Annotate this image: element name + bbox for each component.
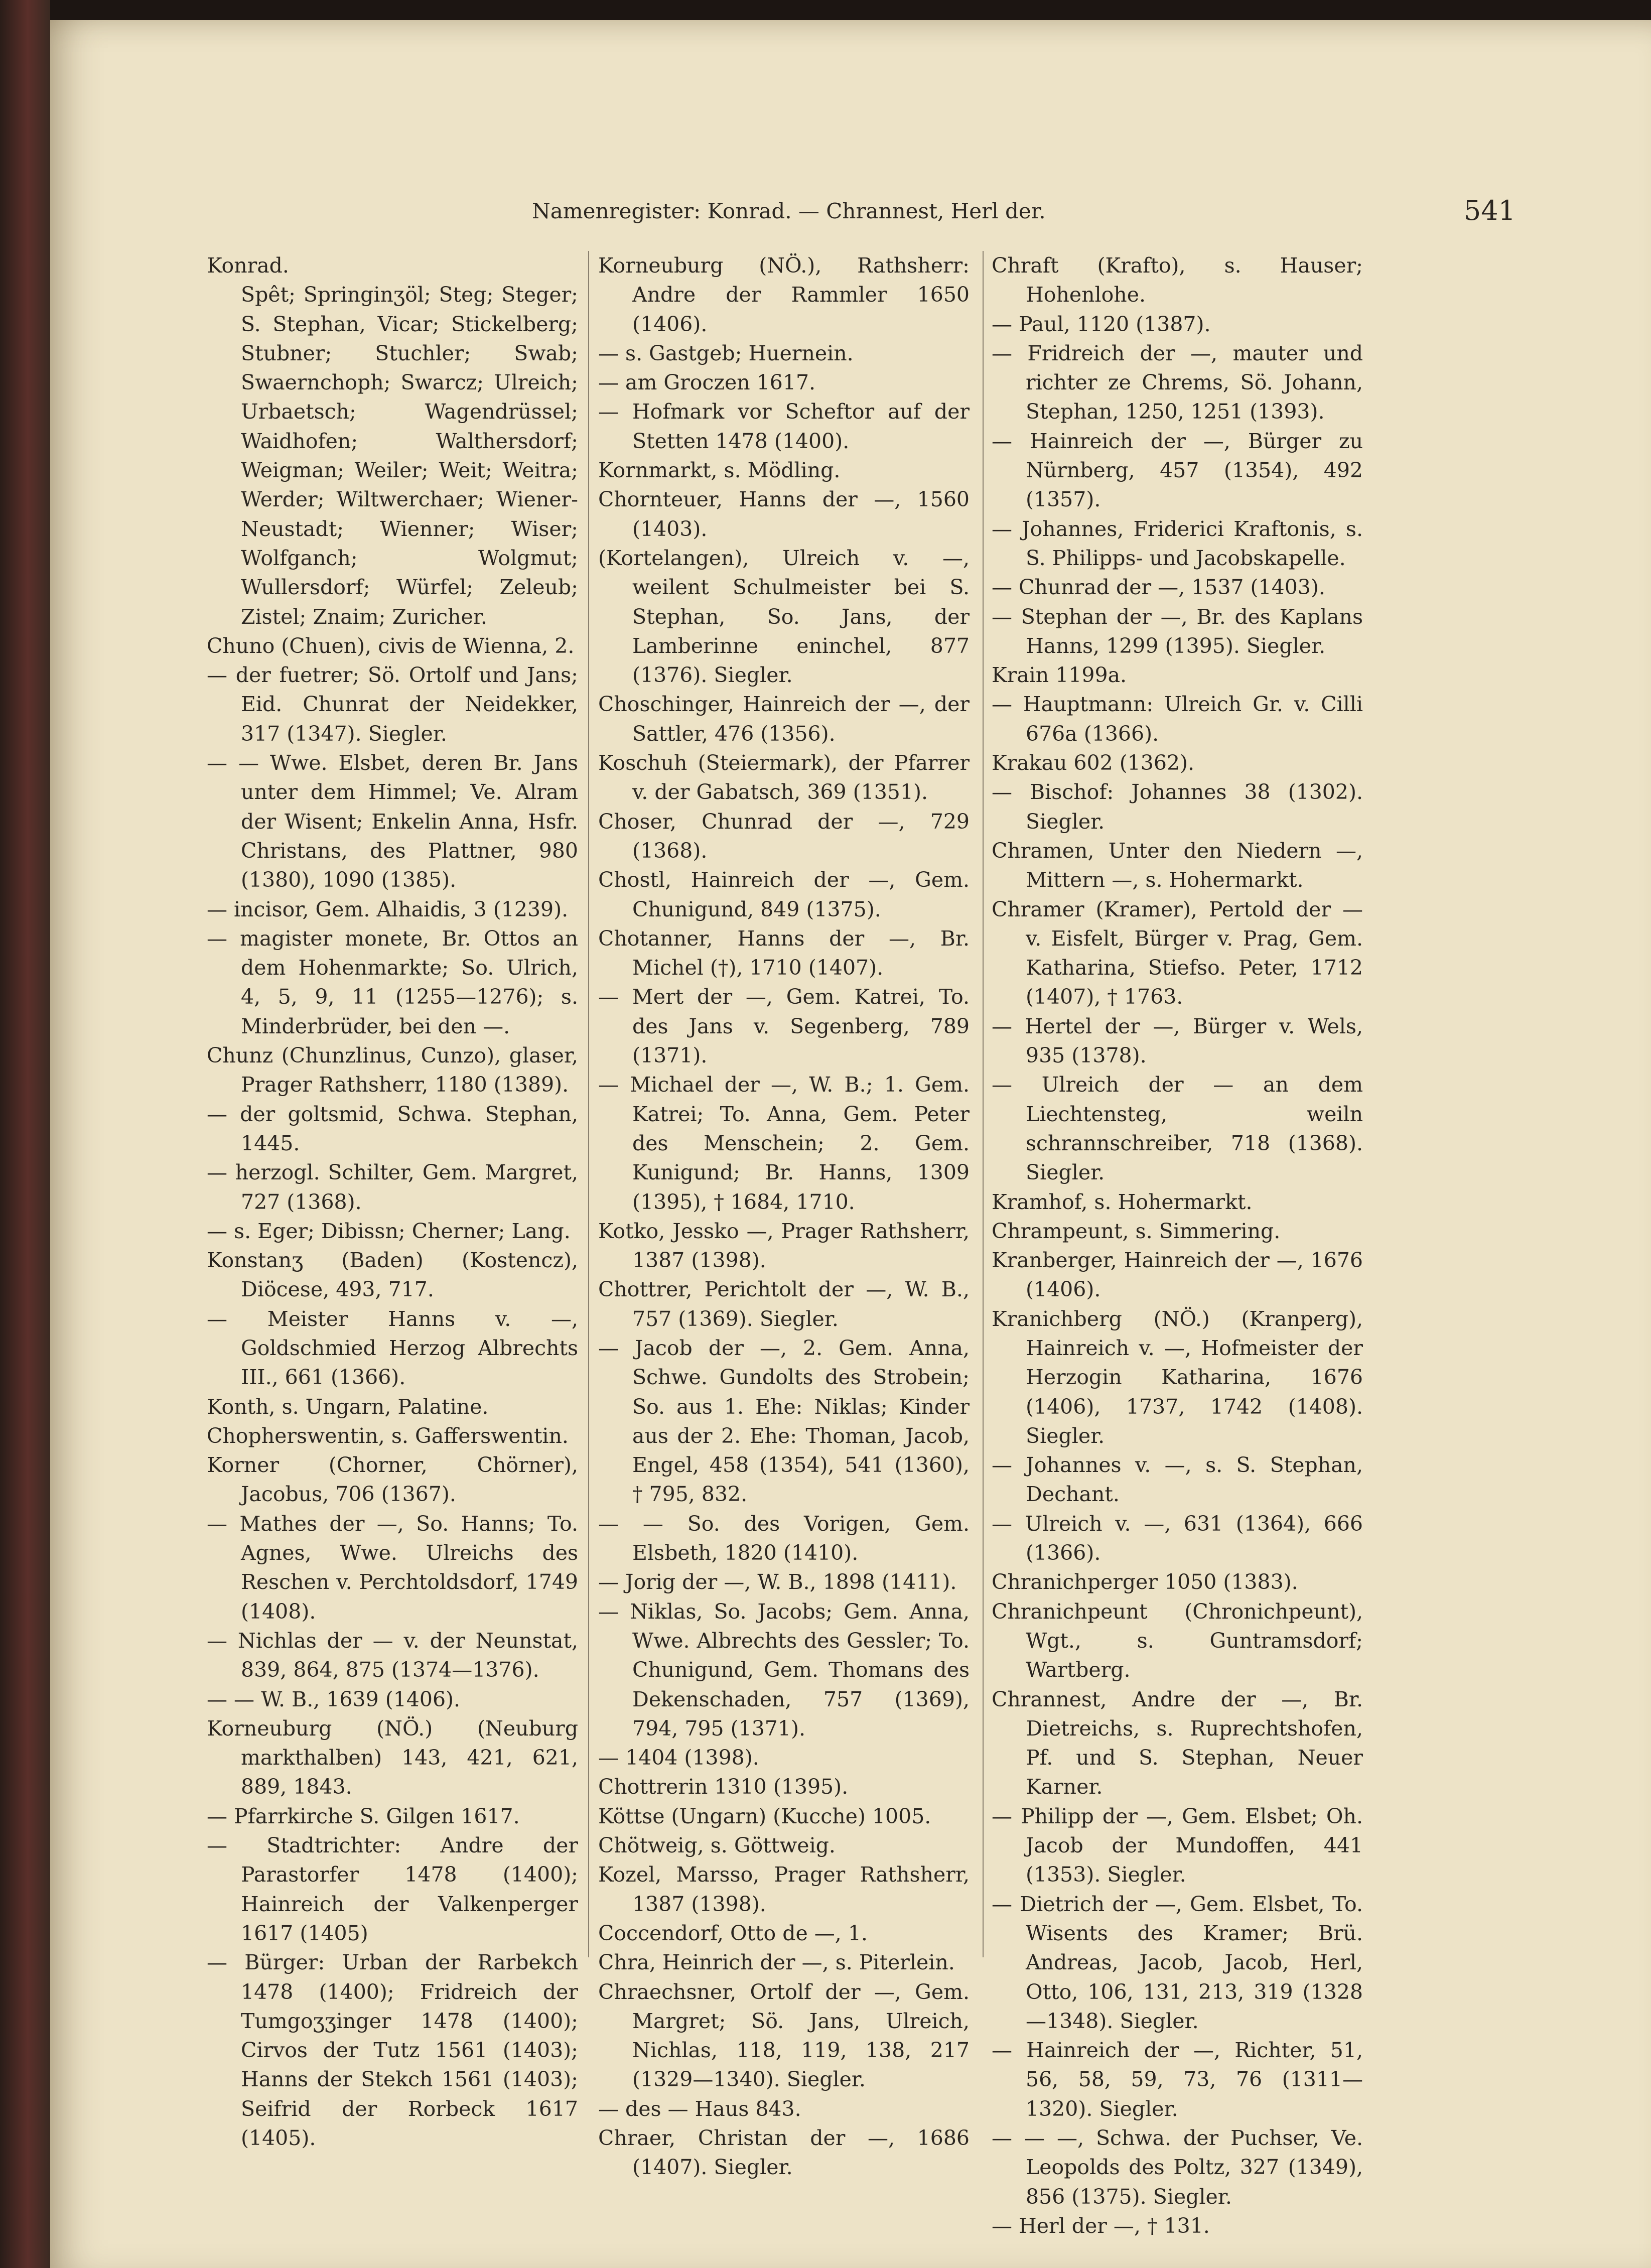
index-entry: — Bischof: Johannes 38 (1302). Siegler.	[992, 780, 1363, 834]
index-entry: Konth, s. Ungarn, Palatine.	[207, 1394, 489, 1419]
index-entry: — des — Haus 843.	[598, 2096, 801, 2121]
index-entry: — Fridreich der —, mauter und richter ze Chrems, Sö. Johann, Stephan, 1250, 1251 (1393).	[992, 341, 1363, 424]
index-entry: Chramen, Unter den Niedern —, Mittern —, s. Hohermarkt.	[992, 838, 1363, 892]
index-entry: Coccendorf, Otto de —, 1.	[598, 1921, 868, 1945]
index-entry: — herzogl. Schilter, Gem. Margret, 727 (1368).	[207, 1160, 578, 1214]
index-entry: Chostl, Hainreich der —, Gem. Chunigund, 849 (1375).	[598, 868, 970, 921]
index-entry: Chranichperger 1050 (1383).	[992, 1570, 1298, 1594]
index-entry: Koschuh (Steiermark), der Pfarrer v. der Gabatsch, 369 (1351).	[598, 751, 970, 805]
index-entry: — Hauptmann: Ulreich Gr. v. Cilli 676a (1366).	[992, 692, 1363, 746]
index-entry: — 1404 (1398).	[598, 1746, 759, 1770]
index-entry: — Stephan der —, Br. des Kaplans Hanns, 1299 (1395). Siegler.	[992, 604, 1363, 658]
index-entry: — Hainreich der —, Bürger zu Nürnberg, 457 (1354), 492 (1357).	[992, 429, 1363, 512]
index-entry: — — So. des Vorigen, Gem. Elsbeth, 1820 (1410).	[598, 1511, 970, 1565]
index-entry: Chrannest, Andre der —, Br. Dietreichs, s. Ruprechtshofen, Pf. und S. Stephan, Neuer Karner.	[992, 1687, 1363, 1799]
index-entry: Chotanner, Hanns der —, Br. Michel (†), 1710 (1407).	[598, 926, 970, 980]
index-entry: Kotko, Jessko —, Prager Rathsherr, 1387 (1398).	[598, 1219, 970, 1273]
index-entry: Chottrer, Perichtolt der —, W. B., 757 (1369). Siegler.	[598, 1277, 970, 1331]
index-entry: — Philipp der —, Gem. Elsbet; Oh. Jacob der Mundoffen, 441 (1353). Siegler.	[992, 1804, 1363, 1887]
index-entry: Chramer (Kramer), Pertold der — v. Eisfelt, Bürger v. Prag, Gem. Katharina, Stiefso. Peter, 1712 (1407), † 1763.	[992, 897, 1363, 1009]
index-entry: — s. Eger; Dibissn; Cherner; Lang.	[207, 1219, 571, 1243]
page-number: 541	[1463, 195, 1516, 226]
index-column-1	[207, 251, 578, 2150]
index-entry: — Johannes, Friderici Kraftonis, s. S. Philipps- und Jacobskapelle.	[992, 516, 1363, 570]
index-entry: — Pfarrkirche S. Gilgen 1617.	[207, 1804, 520, 1828]
index-entry: — — Wwe. Elsbet, deren Br. Jans unter dem Himmel; Ve. Alram der Wisent; Enkelin Anna, Hsfr. Christans, des Plattner, 980 (1380), 1090 (1385).	[207, 751, 578, 892]
header-title: Namenregister: Konrad. — Chrannest, Herl der.	[532, 199, 1046, 223]
index-entry: — Chunrad der —, 1537 (1403).	[992, 575, 1325, 600]
index-entry: — Michael der —, W. B.; 1. Gem. Katrei; To. Anna, Gem. Peter des Menschein; 2. Gem. Kunigund; Br. Hanns, 1309 (1395), † 1684, 1710.	[598, 1073, 970, 1214]
index-entry: — — W. B., 1639 (1406).	[207, 1687, 461, 1711]
index-entry: Kozel, Marsso, Prager Rathsherr, 1387 (1398).	[598, 1862, 970, 1916]
index-entry: — Mert der —, Gem. Katrei, To. des Jans v. Segenberg, 789 (1371).	[598, 985, 970, 1068]
index-entry: Choschinger, Hainreich der —, der Sattler, 476 (1356).	[598, 692, 970, 746]
index-entry: Chra, Heinrich der —, s. Piterlein.	[598, 1950, 955, 1975]
index-entry: — Mathes der —, So. Hanns; To. Agnes, Wwe. Ulreichs des Reschen v. Perchtoldsdorf, 1749 (1408).	[207, 1511, 578, 1624]
index-entry: Köttse (Ungarn) (Kucche) 1005.	[598, 1804, 931, 1828]
index-entry: Korner (Chorner, Chörner), Jacobus, 706 (1367).	[207, 1453, 578, 1507]
index-entry: — Paul, 1120 (1387).	[992, 312, 1211, 336]
index-entry: Kornmarkt, s. Mödling.	[598, 458, 841, 483]
index-entry: — Herl der —, † 131.	[992, 2213, 1210, 2238]
index-entry: Chraechsner, Ortolf der —, Gem. Margret; Sö. Jans, Ulreich, Nichlas, 118, 119, 138, 217 (1329—1340). Siegler.	[598, 1979, 970, 2092]
index-entry: — am Groczen 1617.	[598, 370, 816, 395]
index-entry: Krain 1199a.	[992, 663, 1127, 688]
index-entry: — Jorig der —, W. B., 1898 (1411).	[598, 1570, 957, 1594]
index-entry: — Jacob der —, 2. Gem. Anna, Schwe. Gundolts des Strobein; So. aus 1. Ehe: Niklas; Kinder aus der 2. Ehe: Thoman, Jacob, Engel, 458 (1354), 541 (1360), † 795, 832.	[598, 1336, 970, 1507]
index-entry: Chraft (Krafto), s. Hauser; Hohenlohe.	[992, 253, 1363, 307]
index-entry: — Ulreich v. —, 631 (1364), 666 (1366).	[992, 1511, 1363, 1565]
index-entry: Chranichpeunt (Chronichpeunt), Wgt., s. Guntramsdorf; Wartberg.	[992, 1599, 1363, 1682]
index-entry: Chuno (Chuen), civis de Wienna, 2.	[207, 633, 575, 658]
index-entry: — Bürger: Urban der Rarbekch 1478 (1400); Fridreich der Tumgoʒʒinger 1478 (1400); Cirvos der Tutz 1561 (1403); Hanns der Stekch 1561 (1403); Seifrid der Rorbeck 1617 (1405).	[207, 1950, 578, 2150]
index-entry: Choser, Chunrad der —, 729 (1368).	[598, 809, 970, 863]
index-entry: Chrampeunt, s. Simmering.	[992, 1219, 1281, 1243]
index-entry: — magister monete, Br. Ottos an dem Hohenmarkte; So. Ulrich, 4, 5, 9, 11 (1255—1276); s. Minderbrüder, bei den —.	[207, 926, 578, 1038]
index-entry: — Stadtrichter: Andre der Parastorfer 1478 (1400); Hainreich der Valkenperger 1617 (1405)	[207, 1833, 578, 1945]
index-entry: — Ulreich der — an dem Liechtensteg, weiln schrannschreiber, 718 (1368). Siegler.	[992, 1073, 1363, 1185]
index-entry: — incisor, Gem. Alhaidis, 3 (1239).	[207, 897, 569, 921]
index-entry: — s. Gastgeb; Huernein.	[598, 341, 854, 365]
index-entry: — der fuetrer; Sö. Ortolf und Jans; Eid. Chunrat der Neidekker, 317 (1347). Siegler.	[207, 663, 578, 746]
index-entry: — Niklas, So. Jacobs; Gem. Anna, Wwe. Albrechts des Gessler; To. Chunigund, Gem. Thomans des Dekenschaden, 757 (1369), 794, 795 (1371).	[598, 1599, 970, 1741]
column-divider	[588, 251, 589, 1957]
index-column-3	[992, 251, 1363, 2238]
index-column-2	[598, 251, 970, 2180]
index-entry: — Meister Hanns v. —, Goldschmied Herzog Albrechts III., 661 (1366).	[207, 1306, 578, 1390]
index-entry: Chopherswentin, s. Gafferswentin.	[207, 1423, 569, 1448]
index-entry: Kranichberg (NÖ.) (Kranperg), Hainreich v. —, Hofmeister der Herzogin Katharina, 1676 (1406), 1737, 1742 (1408). Siegler.	[992, 1306, 1363, 1448]
index-entry: Chottrerin 1310 (1395).	[598, 1775, 849, 1799]
running-header	[532, 195, 1516, 230]
index-entry: (Kortelangen), Ulreich v. —, weilent Schulmeister bei S. Stephan, So. Jans, der Lamberinne eninchel, 877 (1376). Siegler.	[598, 546, 970, 688]
index-entry: Chraer, Christan der —, 1686 (1407). Siegler.	[598, 2126, 970, 2180]
index-entry: Konrad.	[207, 253, 289, 278]
index-entry: Krakau 602 (1362).	[992, 751, 1195, 775]
index-entry: Kramhof, s. Hohermarkt.	[992, 1189, 1253, 1214]
index-entry: Chunz (Chunzlinus, Cunzo), glaser, Prager Rathsherr, 1180 (1389).	[207, 1043, 578, 1097]
index-entry: Korneuburg (NÖ.) (Neuburg markthalben) 143, 421, 621, 889, 1843.	[207, 1716, 578, 1799]
index-entry: Chornteuer, Hanns der —, 1560 (1403).	[598, 487, 970, 541]
index-entry: — Hainreich der —, Richter, 51, 56, 58, 59, 73, 76 (1311—1320). Siegler.	[992, 2038, 1363, 2121]
index-entry: Kranberger, Hainreich der —, 1676 (1406).	[992, 1248, 1363, 1302]
index-entry: — Johannes v. —, s. S. Stephan, Dechant.	[992, 1453, 1363, 1507]
index-entry: — Dietrich der —, Gem. Elsbet, To. Wisents des Kramer; Brü. Andreas, Jacob, Jacob, Herl, Otto, 106, 131, 213, 319 (1328—1348). Siegler.	[992, 1892, 1363, 2033]
index-entry: — Hertel der —, Bürger v. Wels, 935 (1378).	[992, 1014, 1363, 1068]
index-entry: — der goltsmid, Schwa. Stephan, 1445.	[207, 1102, 578, 1155]
index-entry: Konstanʒ (Baden) (Kostencz), Diöcese, 493, 717.	[207, 1248, 578, 1302]
index-entry: — Hofmark vor Scheftor auf der Stetten 1478 (1400).	[598, 399, 970, 453]
book-binding-edge	[0, 0, 50, 2268]
column-divider	[983, 251, 984, 1957]
index-entry: Chötweig, s. Göttweig.	[598, 1833, 836, 1858]
index-entry: — Nichlas der — v. der Neunstat, 839, 864, 875 (1374—1376).	[207, 1628, 578, 1682]
index-entry: Spêt; Springinʒöl; Steg; Steger; S. Stephan, Vicar; Stickelberg; Stubner; Stuchler; Swab; Swaernchoph; Swarcz; Ulreich; Urbaetsch; Wagendrüssel; Waidhofen; Walthersdorf; Weigman; Weiler; Weit; Weitra; Werder; Wiltwerchaer; Wiener-Neustadt; Wienner; Wiser; Wolfganch; Wolgmut; Wullersdorf; Würfel; Zeleub; Zistel; Znaim; Zuricher.	[241, 283, 578, 629]
index-entry: Korneuburg (NÖ.), Rathsherr: Andre der Rammler 1650 (1406).	[598, 253, 970, 336]
index-entry: — — —, Schwa. der Puchser, Ve. Leopolds des Poltz, 327 (1349), 856 (1375). Siegler.	[992, 2126, 1363, 2209]
